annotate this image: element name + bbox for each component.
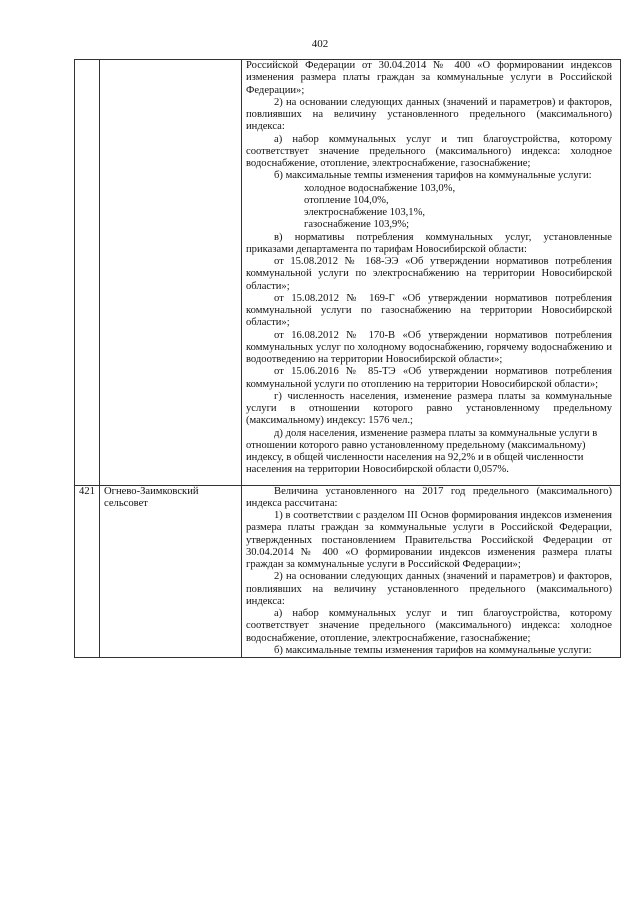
- paragraph: д) доля населения, изменение размера платы за коммунальные услуги в отношении которого равно установленному предельному (максимальному) индексу, в общей численности населения на 92,2% и в общей численности населения на территории Новосибирской области 0,057%.: [246, 427, 598, 476]
- paragraph: б) максимальные темпы изменения тарифов на коммунальные услуги:: [274, 644, 592, 656]
- row-text: [242, 485, 621, 658]
- municipality-name: [100, 60, 242, 486]
- table-row: [75, 485, 621, 658]
- paragraph: от 15.08.2012 № 168-ЭЭ «Об утверждении нормативов потребления коммунальной услуги по электроснабжению на территории Новосибирской области»;: [246, 256, 612, 292]
- page-number: 402: [311, 38, 329, 50]
- tariff-item: отопление 104,0%,: [304, 194, 389, 206]
- paragraph: в) нормативы потребления коммунальных услуг, установленные приказами департамента по тарифам Новосибирской области:: [246, 231, 612, 255]
- paragraph: 2) на основании следующих данных (значений и параметров) и факторов, повлиявших на величину установленного предельного (максимального) индекса:: [246, 571, 612, 607]
- paragraph: Величина установленного на 2017 год предельного (максимального) индекса рассчитана:: [246, 485, 612, 509]
- tariff-item: электроснабжение 103,1%,: [304, 207, 426, 218]
- tariff-item: холодное водоснабжение 103,0%,: [304, 182, 456, 194]
- document-table: [74, 59, 621, 658]
- municipality-name: Огнево-Заимковский сельсовет: [100, 485, 242, 658]
- paragraph: 2) на основании следующих данных (значений и параметров) и факторов, повлиявших на величину установленного предельного (максимального) индекса:: [246, 96, 612, 133]
- paragraph: а) набор коммунальных услуг и тип благоустройства, которому соответствует значение предельного (максимального) индекса: холодное водоснабжение, отопление, электроснабжение, газоснабжение;: [246, 133, 612, 169]
- row-number: [75, 60, 100, 486]
- paragraph: г) численность населения, изменение размера платы за коммунальные услуги в отношении которого равно установленному предельному (максимальному) индексу: 1576 чел.;: [246, 390, 612, 427]
- row-number: 421: [75, 485, 100, 658]
- table-row: [75, 60, 621, 486]
- paragraph: от 16.08.2012 № 170-В «Об утверждении нормативов потребления коммунальных услуг по холодному водоснабжению, горячему водоснабжению и водоотведению на территории Новосибирской области»;: [246, 329, 612, 365]
- paragraph: Российской Федерации от 30.04.2014 № 400 «О формировании индексов изменения размера платы граждан за коммунальные услуги в Российской Федерации»;: [246, 60, 612, 96]
- paragraph: от 15.06.2016 № 85-ТЭ «Об утверждении нормативов потребления коммунальной услуги по отоплению на территории Новосибирской области»;: [246, 366, 612, 390]
- paragraph: а) набор коммунальных услуг и тип благоустройства, которому соответствует значение предельного (максимального) индекса: холодное водоснабжение, отопление, электроснабжение, газоснабжение;: [246, 608, 612, 644]
- paragraph: б) максимальные темпы изменения тарифов на коммунальные услуги:: [274, 170, 592, 182]
- tariff-item: газоснабжение 103,9%;: [304, 219, 410, 231]
- row-text: [242, 60, 621, 486]
- paragraph: от 15.08.2012 № 169-Г «Об утверждении нормативов потребления коммунальной услуги по газоснабжению на территории Новосибирской области»;: [246, 292, 612, 329]
- paragraph: 1) в соответствии с разделом III Основ формирования индексов изменения размера платы граждан за коммунальные услуги в Российской Федерации, утвержденных постановлением Правительства Российской Федерации от 30.04.2014 № 400 «О формировании индексов изменения размера платы граждан за коммунальные услуги в Российской Федерации»;: [246, 510, 612, 570]
